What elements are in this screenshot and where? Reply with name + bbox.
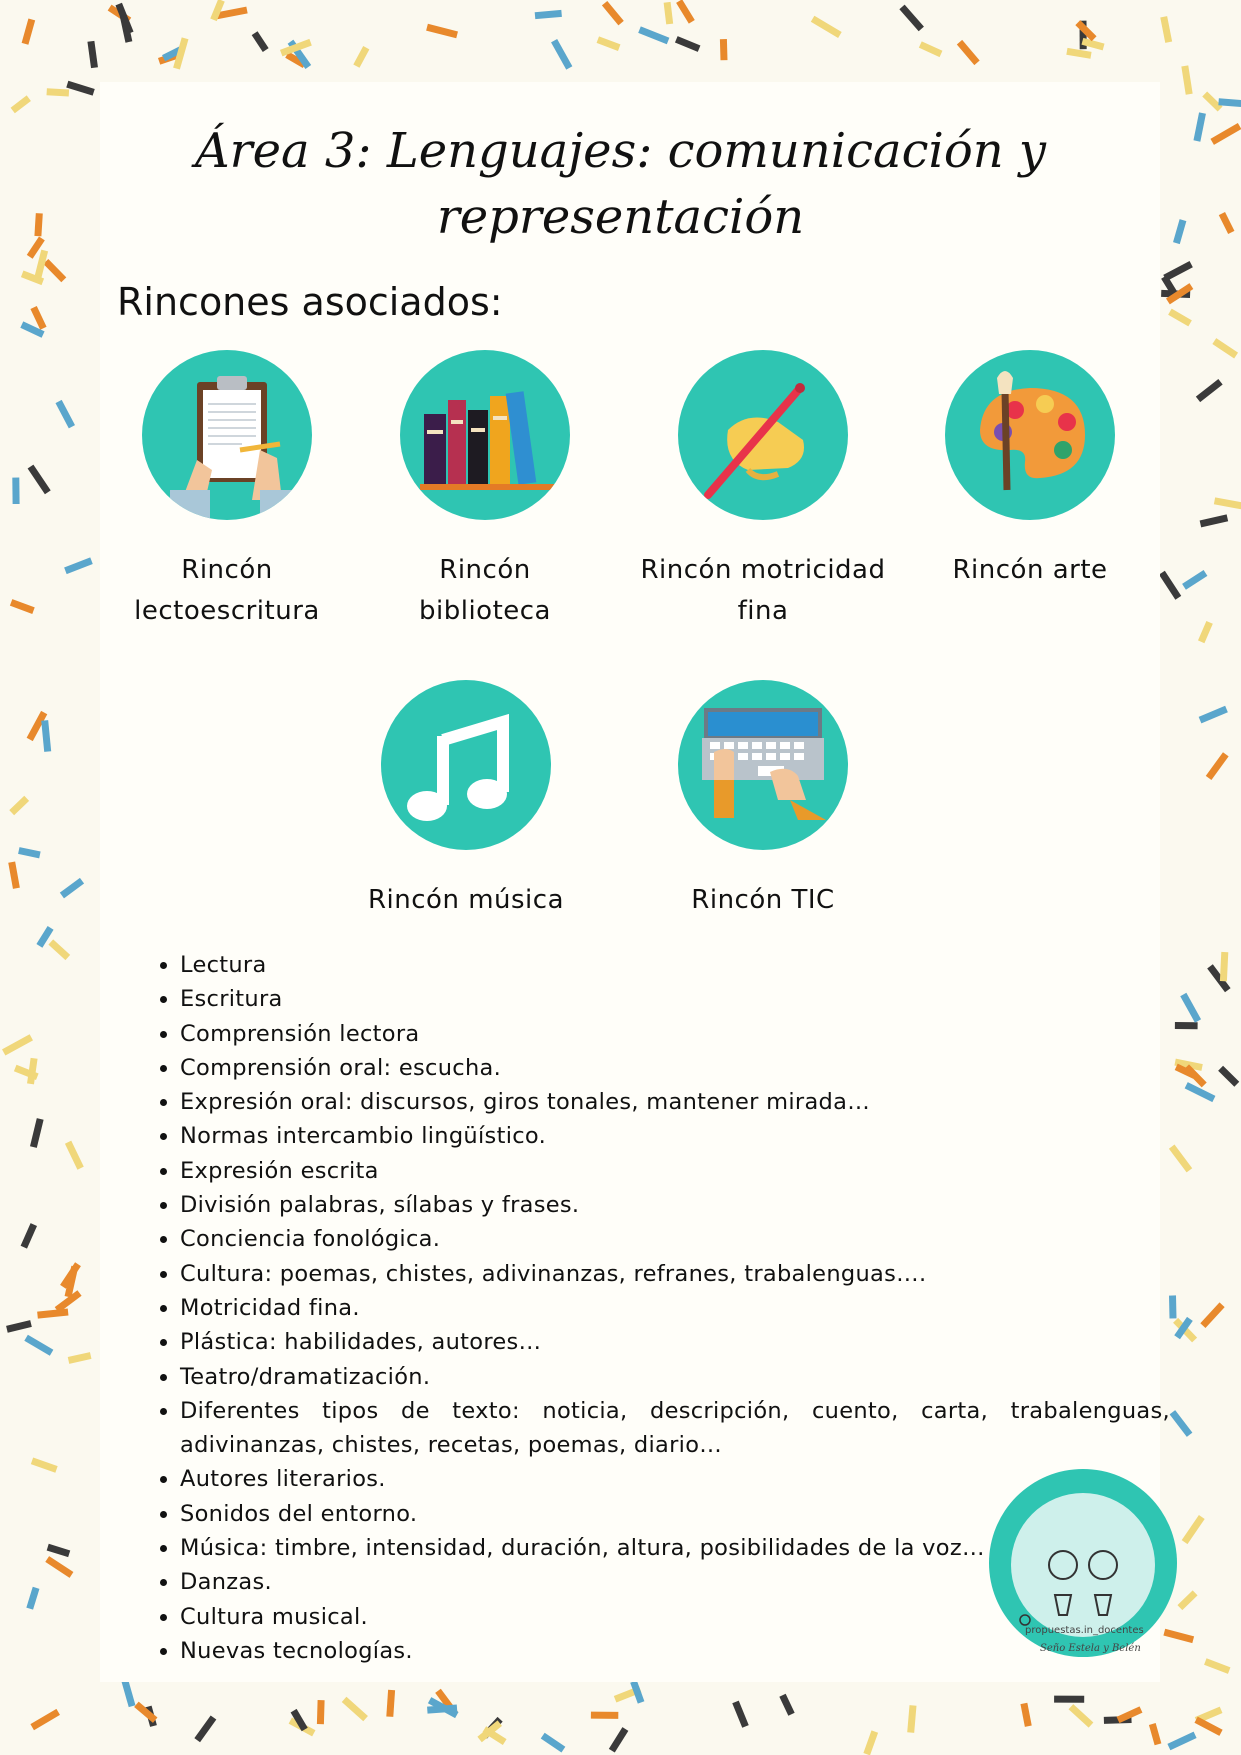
- confetti-piece: [30, 1588, 36, 1609]
- confetti-piece: [4, 1037, 32, 1052]
- clipboard-writing-icon: [142, 350, 312, 520]
- confetti-piece: [1221, 1068, 1237, 1084]
- list-item: • Escritura: [180, 982, 1170, 1016]
- corner-lectoescritura: [122, 350, 332, 632]
- list-item: • Cultura: poemas, chistes, adivinanzas, refranes, trabalenguas….: [180, 1257, 1170, 1291]
- confetti-piece: [69, 1356, 91, 1361]
- confetti-piece: [31, 467, 48, 493]
- confetti-piece: [65, 561, 91, 571]
- confetti-piece: [1169, 1735, 1195, 1747]
- corner-musica: [361, 680, 571, 921]
- confetti-piece: [1200, 709, 1227, 720]
- music-note-icon: [381, 680, 551, 850]
- corner-label-line: Rincón TIC: [691, 885, 835, 915]
- corner-label-line: Rincón arte: [952, 555, 1108, 585]
- confetti-piece: [1152, 1724, 1158, 1744]
- confetti-piece: [598, 40, 619, 48]
- confetti-piece: [676, 39, 699, 48]
- confetti-piece: [47, 1559, 71, 1575]
- confetti-piece: [1104, 1720, 1132, 1721]
- confetti-piece: [11, 602, 33, 610]
- list-item: • Nuevas tecnologías.: [180, 1634, 1170, 1668]
- confetti-piece: [1214, 341, 1236, 356]
- confetti-piece: [1172, 1147, 1190, 1171]
- confetti-piece: [1185, 66, 1189, 94]
- confetti-piece: [1173, 1296, 1174, 1319]
- confetti-piece: [813, 19, 840, 35]
- list-item: • División palabras, sílabas y frases.: [180, 1188, 1170, 1222]
- corner-biblioteca: [380, 350, 590, 632]
- confetti-piece: [197, 1718, 213, 1741]
- confetti-piece: [1223, 952, 1224, 981]
- confetti-piece: [39, 928, 50, 946]
- corner-label: [638, 550, 888, 632]
- confetti-piece: [867, 1732, 875, 1755]
- confetti-piece: [68, 1142, 81, 1168]
- list-item: • Música: timbre, intensidad, duración, altura, posibilidades de la voz…: [180, 1531, 1170, 1565]
- confetti-piece: [1024, 1703, 1028, 1726]
- list-item: • Cultura musical.: [180, 1600, 1170, 1634]
- confetti-piece: [1071, 1707, 1091, 1725]
- corner-label: [361, 880, 571, 921]
- confetti-piece: [535, 13, 562, 15]
- confetti-piece: [1184, 573, 1206, 587]
- list-item: • Autores literarios.: [180, 1462, 1170, 1496]
- confetti-piece: [427, 27, 457, 35]
- confetti-piece: [612, 1729, 626, 1751]
- confetti-piece: [32, 1712, 58, 1727]
- list-item: • Expresión escrita: [180, 1154, 1170, 1188]
- confetti-piece: [1165, 264, 1191, 278]
- confetti-piece: [723, 39, 724, 60]
- list-item: • Expresión oral: discursos, giros tonales, mantener mirada…: [180, 1085, 1170, 1119]
- laptop-icon: [678, 680, 848, 850]
- confetti-piece: [344, 1699, 366, 1718]
- confetti-piece: [902, 7, 921, 29]
- list-item: • Teatro/dramatización.: [180, 1360, 1170, 1394]
- list-item: • Motricidad fina.: [180, 1291, 1170, 1325]
- corner-label-line: Rincón música: [367, 885, 564, 915]
- confetti-piece: [679, 1, 692, 22]
- corner-label: [658, 880, 868, 921]
- confetti-piece: [1196, 1720, 1221, 1733]
- confetti-piece: [48, 1547, 69, 1554]
- list-item: • Diferentes tipos de texto: noticia, descripción, cuento, carta, trabalenguas, adivinanzas, chistes, recetas, poemas, diario…: [180, 1394, 1170, 1463]
- confetti-piece: [26, 1338, 51, 1353]
- confetti-piece: [1164, 17, 1169, 42]
- corner-label-line: Rincón motricidad: [640, 555, 886, 585]
- confetti-piece: [1203, 1305, 1222, 1326]
- confetti-piece: [33, 1119, 40, 1147]
- confetti-piece: [31, 1058, 35, 1084]
- confetti-piece: [12, 862, 17, 888]
- confetti-piece: [32, 1461, 57, 1470]
- confetti-piece: [1186, 1085, 1214, 1099]
- confetti-piece: [911, 1705, 913, 1732]
- confetti-piece: [390, 1690, 392, 1717]
- page-title-line-2: representación: [436, 189, 805, 245]
- corner-label: [122, 550, 332, 632]
- confetti-piece: [320, 1700, 321, 1724]
- corner-label-line: lectoescritura: [134, 596, 320, 626]
- confetti-piece: [47, 92, 69, 93]
- confetti-piece: [736, 1702, 746, 1727]
- confetti-piece: [783, 1695, 792, 1714]
- list-item: • Danzas.: [180, 1565, 1170, 1599]
- confetti-piece: [19, 851, 40, 855]
- confetti-piece: [1198, 382, 1221, 400]
- corner-label-line: biblioteca: [418, 596, 551, 626]
- confetti-piece: [1172, 1412, 1189, 1435]
- logo-handle: propuestas.in_docentes: [1025, 1625, 1144, 1636]
- list-item: • Conciencia fonológica.: [180, 1222, 1170, 1256]
- confetti-piece: [1205, 1662, 1229, 1671]
- confetti-piece: [1219, 102, 1241, 104]
- confetti-piece: [920, 45, 941, 54]
- confetti-piece: [24, 1225, 34, 1248]
- confetti-piece: [1067, 51, 1091, 55]
- confetti-piece: [1180, 1593, 1195, 1608]
- brand-logo: [985, 1465, 1181, 1661]
- confetti-piece: [634, 1682, 642, 1703]
- confetti-piece: [34, 308, 44, 329]
- page-title-line-1: Área 3: Lenguajes: comunicación y: [194, 123, 1047, 179]
- confetti-piece: [59, 402, 72, 427]
- confetti-piece: [255, 33, 266, 50]
- corner-motricidad-fina: [638, 350, 888, 632]
- confetti-piece: [960, 42, 978, 63]
- list-item: • Comprensión lectora: [180, 1017, 1170, 1051]
- confetti-piece: [62, 881, 82, 896]
- list-item: • Sonidos del entorno.: [180, 1497, 1170, 1531]
- confetti-piece: [46, 261, 64, 279]
- corner-label-line: fina: [737, 596, 789, 626]
- confetti-piece: [1215, 501, 1241, 506]
- confetti-piece: [427, 1708, 457, 1710]
- paint-palette-icon: [945, 350, 1115, 520]
- confetti-piece: [1205, 94, 1220, 109]
- corner-tic: [658, 680, 868, 921]
- confetti-piece: [7, 1324, 31, 1330]
- confetti-piece: [1118, 1710, 1141, 1721]
- confetti-piece: [13, 98, 29, 110]
- corner-arte: [925, 350, 1135, 591]
- confetti-piece: [51, 942, 68, 958]
- logo-authors: Seño Estela y Belén: [1040, 1643, 1141, 1654]
- confetti-piece: [605, 3, 622, 23]
- confetti-piece: [1185, 1517, 1202, 1542]
- confetti-piece: [1201, 622, 1209, 641]
- books-icon: [400, 350, 570, 520]
- confetti-piece: [38, 1312, 69, 1315]
- confetti-piece: [1200, 518, 1227, 524]
- confetti-piece: [67, 84, 93, 92]
- corner-label: [925, 550, 1135, 591]
- confetti-piece: [543, 1736, 564, 1750]
- confetti-piece: [667, 2, 670, 24]
- confetti-piece: [38, 251, 45, 278]
- confetti-piece: [91, 41, 95, 67]
- list-item: • Lectura: [180, 948, 1170, 982]
- page-title: [0, 118, 1241, 250]
- confetti-piece: [554, 41, 569, 68]
- confetti-piece: [1162, 573, 1178, 598]
- confetti-piece: [640, 30, 669, 41]
- section-heading: Rincones asociados:: [117, 280, 503, 324]
- confetti-piece: [12, 798, 27, 812]
- confetti-piece: [356, 48, 366, 66]
- corner-label-line: Rincón: [439, 555, 531, 585]
- confetti-piece: [25, 19, 32, 43]
- confetti-piece: [45, 720, 48, 751]
- confetti-piece: [1170, 312, 1190, 324]
- hand-pencil-icon: [678, 350, 848, 520]
- confetti-piece: [1183, 995, 1198, 1022]
- list-item: • Comprensión oral: escucha.: [180, 1051, 1170, 1085]
- confetti-piece: [1209, 754, 1226, 778]
- corner-label: [380, 550, 590, 632]
- confetti-piece: [124, 1679, 132, 1706]
- list-item: • Plástica: habilidades, autores…: [180, 1325, 1170, 1359]
- confetti-piece: [177, 38, 186, 68]
- corner-label-line: Rincón: [181, 555, 273, 585]
- list-item: • Normas intercambio lingüístico.: [180, 1119, 1170, 1153]
